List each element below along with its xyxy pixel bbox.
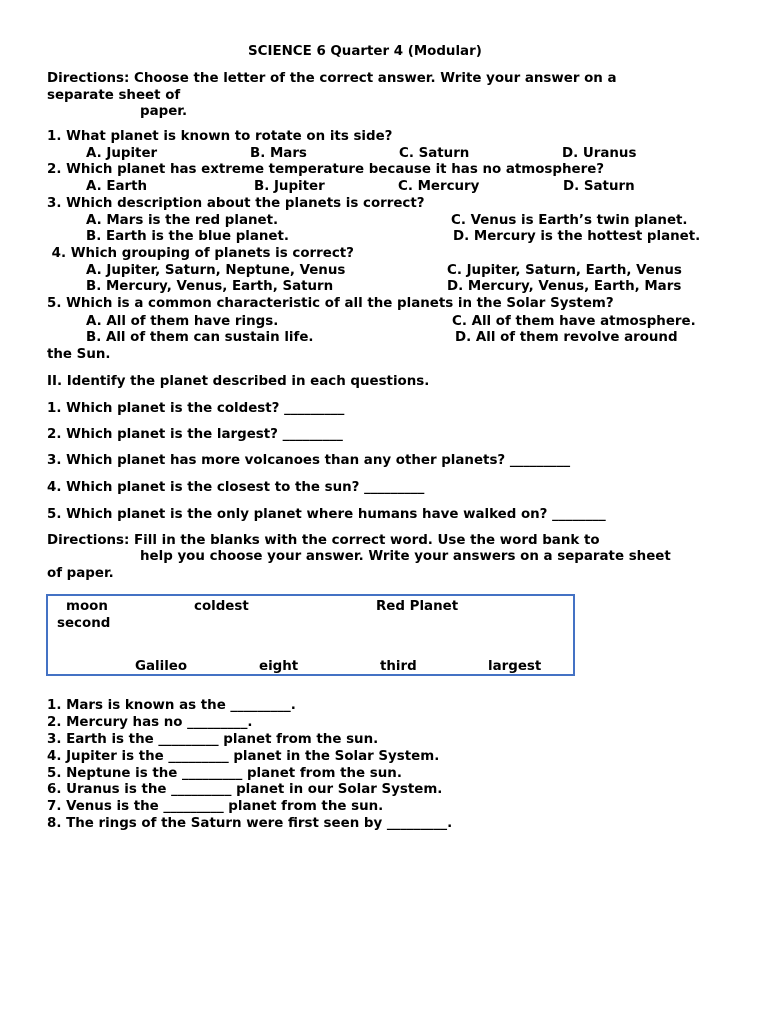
answer-choice: A. All of them have rings.: [86, 314, 279, 329]
answer-choice: C. All of them have atmosphere.: [452, 314, 696, 329]
fill-in-item: 6. Uranus is the _________ planet in our Solar System.: [47, 782, 443, 797]
fill-in-item: 1. Mars is known as the _________.: [47, 698, 296, 713]
answer-choice: A. Earth: [86, 179, 148, 194]
identify-question: 1. Which planet is the coldest? _________: [47, 401, 345, 416]
answer-choice: C. Mercury: [398, 179, 480, 194]
directions-line-2: separate sheet of: [47, 88, 181, 103]
question-stem: 5. Which is a common characteristic of all the planets in the Solar System?: [47, 296, 614, 311]
directions-line-3: paper.: [140, 104, 188, 119]
answer-choice: A. Mars is the red planet.: [86, 213, 279, 228]
answer-choice: D. All of them revolve around: [455, 330, 678, 345]
directions-line-1: Directions: Choose the letter of the correct answer. Write your answer on a: [47, 71, 617, 86]
answer-choice: C. Saturn: [399, 146, 470, 161]
answer-choice: B. Earth is the blue planet.: [86, 229, 290, 244]
word-bank-word: Red Planet: [376, 599, 459, 614]
answer-choice: B. All of them can sustain life.: [86, 330, 314, 345]
word-bank-word: moon: [66, 599, 108, 614]
fill-in-item: 5. Neptune is the _________ planet from the sun.: [47, 766, 402, 781]
identify-question: 5. Which planet is the only planet where humans have walked on? ________: [47, 507, 606, 522]
fill-in-item: 8. The rings of the Saturn were first seen by _________.: [47, 816, 453, 831]
section-heading: II. Identify the planet described in each questions.: [47, 374, 430, 389]
answer-choice: D. Mercury is the hottest planet.: [453, 229, 701, 244]
fill-in-item: 2. Mercury has no _________.: [47, 715, 253, 730]
identify-question: 3. Which planet has more volcanoes than any other planets? _________: [47, 453, 571, 468]
fill-in-item: 4. Jupiter is the _________ planet in the Solar System.: [47, 749, 440, 764]
answer-choice: D. Mercury, Venus, Earth, Mars: [447, 279, 682, 294]
question-stem: 3. Which description about the planets is correct?: [47, 196, 425, 211]
fill-directions-line-1: Directions: Fill in the blanks with the correct word. Use the word bank to: [47, 533, 600, 548]
page-title: SCIENCE 6 Quarter 4 (Modular): [248, 44, 482, 59]
answer-choice: B. Mercury, Venus, Earth, Saturn: [86, 279, 334, 294]
answer-choice: A. Jupiter: [86, 146, 158, 161]
word-bank-word: Galileo: [135, 659, 188, 674]
answer-choice-continuation: the Sun.: [47, 347, 111, 362]
answer-choice: D. Uranus: [562, 146, 637, 161]
identify-question: 2. Which planet is the largest? _________: [47, 427, 343, 442]
word-bank-word: eight: [259, 659, 299, 674]
answer-choice: D. Saturn: [563, 179, 635, 194]
word-bank-word: third: [380, 659, 417, 674]
answer-choice: C. Venus is Earth’s twin planet.: [451, 213, 688, 228]
fill-in-item: 7. Venus is the _________ planet from the sun.: [47, 799, 384, 814]
answer-choice: A. Jupiter, Saturn, Neptune, Venus: [86, 263, 346, 278]
answer-choice: C. Jupiter, Saturn, Earth, Venus: [447, 263, 682, 278]
identify-question: 4. Which planet is the closest to the sun? _________: [47, 480, 425, 495]
question-stem: 2. Which planet has extreme temperature because it has no atmosphere?: [47, 162, 605, 177]
word-bank-word: second: [57, 616, 111, 631]
word-bank-word: coldest: [194, 599, 249, 614]
answer-choice: B. Mars: [250, 146, 307, 161]
word-bank-word: largest: [488, 659, 542, 674]
answer-choice: B. Jupiter: [254, 179, 325, 194]
fill-in-item: 3. Earth is the _________ planet from the sun.: [47, 732, 379, 747]
question-stem: 4. Which grouping of planets is correct?: [47, 246, 354, 261]
question-stem: 1. What planet is known to rotate on its side?: [47, 129, 393, 144]
fill-directions-line-3: of paper.: [47, 566, 114, 581]
fill-directions-line-2: help you choose your answer. Write your answers on a separate sheet: [140, 549, 671, 564]
